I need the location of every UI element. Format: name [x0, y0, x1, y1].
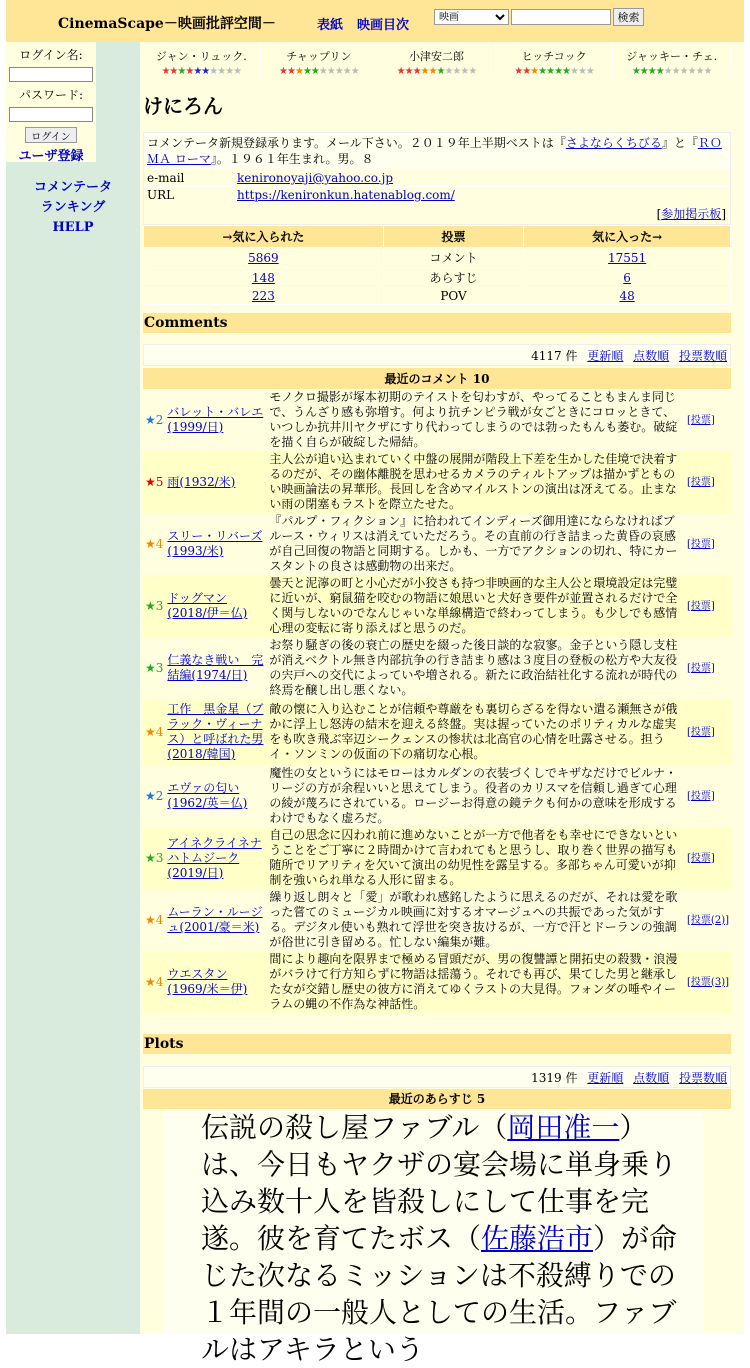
comment-movie-link[interactable]: ドッグマン(2018/伊＝仏) [167, 591, 248, 620]
comment-score: ★4 [143, 513, 165, 575]
bio-text: 』。１９６１年生まれ。男。８ [210, 152, 374, 166]
comment-vote-link[interactable]: [投票] [687, 790, 715, 802]
login-name-input[interactable] [9, 67, 93, 82]
votes-header: 気に入った→ [524, 226, 731, 248]
comment-row [143, 575, 731, 637]
comment-vote-link[interactable]: [投票] [687, 414, 715, 426]
bbs-row: [参加掲示板] [144, 203, 730, 224]
login-name-label: ログイン名: [19, 48, 83, 62]
page-title: けにろん [143, 94, 223, 118]
comment-text: 敵の懐に入り込むことが信頼や尊厳をも裏切らざるを得ない遣る瀬無さが俄かに浮上し怒涛の結末を迎える終盤。実は握っていたのポリティカルな虚実をも吹き飛ぶ宰辺シークェンスの惨状は北高官の心情を吐露させる。担うイ・ソンミンの仮面の下の痛切な心根。 [267, 699, 685, 765]
comment-row [143, 513, 731, 575]
friend-stars: ★★★★★★★★★★ [161, 66, 242, 77]
comment-vote-link[interactable]: [投票] [687, 726, 715, 738]
site-header [6, 0, 744, 42]
nav-movie-index-link[interactable]: 映画目次 [357, 18, 410, 33]
search-category-select[interactable] [434, 9, 509, 25]
side-link-ranking[interactable]: ランキング [40, 200, 106, 215]
main-content [140, 42, 744, 1366]
comment-text: お祭り騒ぎの後の衰亡の歴史を綴った後日談的な寂寥。金子という隠し支柱が消えベクトル無き内部抗争の行き詰まり感は３度目の登板の松方や大友役の宍戸への交代によっていや増される。新たに政治結社化する流れが時代の終焉を醸し出し悪くない。 [267, 637, 685, 699]
comment-score: ★4 [143, 951, 165, 1013]
comment-row [143, 951, 731, 1013]
profile-box [143, 132, 731, 225]
votes-header: 投票 [383, 226, 523, 248]
user-bio [144, 133, 730, 169]
nav-top-link[interactable]: 表紙 [317, 18, 344, 33]
password-label: パスワード: [18, 88, 84, 102]
comment-score: ★2 [143, 765, 165, 827]
comment-vote-link[interactable]: [投票] [687, 476, 715, 488]
comment-score: ★3 [143, 575, 165, 637]
comments-count: 4117 件 [531, 349, 578, 363]
email-link[interactable]: kenironoyaji@yahoo.co.jp [237, 171, 394, 185]
comment-movie-link[interactable]: 工作 黒金星（ブラック・ヴィーナス）と呼ばれた男(2018/韓国) [167, 702, 264, 761]
comment-movie-link[interactable]: 雨(1932/米) [167, 474, 236, 489]
votes-table [143, 225, 731, 305]
search-input[interactable] [511, 9, 611, 25]
comment-movie-link[interactable]: スリー・リバーズ(1993/米) [167, 529, 263, 558]
register-link[interactable]: ユーザ登録 [18, 149, 84, 164]
friend-item[interactable] [143, 44, 261, 77]
votes-label: コメント [383, 248, 523, 268]
friend-stars: ★★★★★★★★★★ [396, 66, 477, 77]
plots-section-title: Plots [143, 1034, 731, 1054]
sort-by-score-link[interactable]: 点数順 [633, 1071, 670, 1085]
comment-text: 間により趣向を限界まで極める冒頭だが、男の復讐譚と開拓史の殺戮・浪漫がバラけて行方知らずに物語は揺蕩う。それでも再び、果てした男と継承した女が交錯し歴史の彼方に消えてゆくラストの大見得。フォンダの唾やイーラムの蝿の不作為な神話性。 [267, 951, 685, 1013]
comment-vote-link[interactable]: [投票] [687, 852, 715, 864]
comment-movie-link[interactable]: ムーラン・ルージュ(2001/豪＝米) [167, 905, 263, 934]
comment-score: ★4 [143, 889, 165, 951]
friend-item[interactable] [261, 44, 379, 77]
comment-row [143, 699, 731, 765]
bio-text: 』と『 [661, 136, 698, 150]
comment-score: ★5 [143, 451, 165, 513]
comment-movie-link[interactable]: エヴァの匂い(1962/英＝仏) [167, 781, 248, 810]
plots-count: 1319 件 [531, 1071, 578, 1085]
comment-text: 自己の思念に囚われ前に進めないことが一方で他者をも幸せにできないということをご丁寧に２時間かけて言われてもと思うし、取り巻く世界の描写も随所でリアリティを欠いて演出の幼児性を露呈する。多部ちゃん可愛いが抑制を強いられ単なる人形に留まる。 [267, 827, 685, 889]
votes-given-link[interactable]: 17551 [608, 250, 647, 265]
comment-score: ★3 [143, 637, 165, 699]
friend-stars: ★★★★★★★★★★ [514, 66, 594, 77]
sort-by-score-link[interactable]: 点数順 [633, 349, 670, 363]
comment-row [143, 637, 731, 699]
comment-text: 繰り返し朗々と「愛」が歌われ感銘したように思えるのだが、それは愛を歌った嘗てのミュージカル映画に対するオマージュへの共振であった気がする。デジタル使いも熟れて浮世を突き抜けるが、一方で汗とドーランの強調が俗世に引き留める。忙しない編集が難。 [267, 889, 685, 951]
friend-name[interactable]: チャップリン [286, 50, 352, 63]
plots-table-title: 最近のあらすじ 5 [143, 1089, 731, 1109]
votes-given-link[interactable]: 48 [619, 289, 635, 303]
login-box [6, 42, 96, 162]
url-label: URL [144, 187, 234, 204]
sort-by-votes-link[interactable]: 投票数順 [678, 1071, 727, 1085]
sort-by-update-link[interactable]: 更新順 [587, 349, 624, 363]
side-nav [6, 178, 140, 238]
password-input[interactable] [9, 107, 93, 122]
search-button[interactable]: 検索 [613, 8, 644, 26]
comment-vote-link[interactable]: [投票] [687, 538, 715, 550]
comment-vote-link[interactable]: [投票] [687, 662, 715, 674]
comments-table-title: 最近のコメント 10 [143, 368, 731, 389]
votes-received-link[interactable]: 5869 [248, 250, 279, 265]
votes-label: あらすじ [383, 268, 523, 288]
bio-text: コメンテータ新規登録承ります。メール下さい。２０１９年上半期ベストは『 [147, 136, 566, 150]
friend-name[interactable]: 小津安二郎 [408, 50, 464, 63]
votes-header: →気に入られた [144, 226, 384, 248]
comment-row [143, 389, 731, 451]
comment-movie-link[interactable]: バレット・バレエ(1999/日) [167, 405, 264, 434]
comments-table [143, 368, 731, 1013]
comment-movie-link[interactable]: 仁義なき戦い 完結編(1974/日) [167, 653, 264, 682]
friend-name[interactable]: ジャン・リュック. [155, 50, 247, 63]
friend-stars: ★★★★★★★★★★ [631, 66, 712, 77]
plot-item [163, 1109, 703, 1366]
profile-table [144, 169, 730, 203]
comment-vote-link[interactable]: [投票(2)] [687, 914, 729, 926]
comment-vote-link[interactable]: [投票(3)] [687, 976, 729, 988]
friend-item[interactable] [378, 44, 496, 77]
plots-count-row [143, 1066, 731, 1088]
sort-by-votes-link[interactable]: 投票数順 [678, 349, 727, 363]
side-link-help[interactable]: HELP [52, 220, 94, 235]
comment-movie-link[interactable]: ウエスタン(1969/米＝伊) [167, 967, 248, 996]
comment-row [143, 889, 731, 951]
bio-link[interactable]: ＲＯＭＡ ローマ [147, 136, 722, 166]
bio-link[interactable]: さよならくちびる [565, 136, 662, 150]
comments-count-row [143, 344, 731, 366]
comment-movie-link[interactable]: アイネクライネナハトムジーク(2019/日) [167, 835, 262, 880]
plot-text [201, 1109, 696, 1368]
comment-text: モノクロ撮影が塚本初期のテイストを匂わすが、やってることもまんま同じで、うんざり感も弥増す。何より抗チンピラ戦が女ごときにコロッときて、いつしか抗井川ヤクザにすり代わってしまうのでは勃ったもんも萎む。破綻を描く自らが破綻した帰結。 [267, 389, 685, 451]
votes-received-link[interactable]: 148 [251, 270, 275, 285]
actor-link[interactable]: 岡田准一 [507, 1111, 620, 1144]
plot-text-part: 伝説の殺し屋ファブル（ [201, 1111, 508, 1144]
sort-by-update-link[interactable]: 更新順 [587, 1071, 624, 1085]
comment-row [143, 765, 731, 827]
friend-stars: ★★★★★★★★★★ [279, 66, 359, 77]
comments-section-title: Comments [143, 313, 731, 333]
email-label: e-mail [144, 170, 234, 187]
comment-text: 曇天と泥濘の町と小心だが小狡さも持つ非映画的な主人公と環境設定は完璧に近いが、窮鼠猫を咬むの物語に娘思いと犬好き要件が並置されるだけで全く関与しないのでなんじゃいな単線構造で終わってしまう。も少しでも感情心理の変転に寄り添えばと思うのだ。 [267, 575, 685, 637]
votes-given-link[interactable]: 6 [623, 270, 631, 285]
comment-score: ★4 [143, 699, 165, 765]
comment-score: ★3 [143, 827, 165, 889]
comment-row [143, 827, 731, 889]
votes-label: POV [383, 288, 523, 305]
plot-text-part: ）は、今日もヤクザの宴会場に単身乗り込み数十人を皆殺しにして仕事を完遂。彼を育てたボス（ [201, 1111, 678, 1255]
comment-score: ★2 [143, 389, 165, 451]
url-link[interactable]: https://kenironkun.hatenablog.com/ [237, 188, 455, 202]
site-title[interactable]: CinemaScape－映画批評空間－ [58, 16, 276, 32]
actor-link[interactable]: 佐藤浩市 [481, 1222, 594, 1255]
comment-text: 『パルプ・フィクション』に拾われてインディーズ御用達にならなければブルース・ウィリスは消えていただろう。その直前の行き詰まった黄昏の哀感が自己回復の物語と同期する。しかも、一方でアクションの切れ、特にカースタントの良さは感動物の出来だ。 [267, 513, 685, 575]
votes-received-link[interactable]: 223 [251, 289, 275, 303]
friend-item[interactable] [496, 44, 614, 77]
comment-row [143, 451, 731, 513]
side-link-commentators[interactable]: コメンテータ [33, 180, 112, 195]
comment-text: 主人公が追い込まれていく中盤の展開が階段上下差を生かした佳境で決着するのだが、その幽体離脱を思わせるカメラのティルトアップは描かずとものい映画論法の昇華形。長回しを含めマイルストンの演出は冴えてる。止まない雨の閉塞もラストを際立たせた。 [267, 451, 685, 513]
plot-text-part: ）が命じた次なるミッションは不殺縛りでの１年間の一般人としての生活。ファブルはアキラという [201, 1222, 678, 1366]
friend-name[interactable]: ヒッチコック [521, 50, 587, 63]
comment-vote-link[interactable]: [投票] [687, 600, 715, 612]
friend-item[interactable] [613, 44, 731, 77]
bbs-link[interactable]: 参加掲示板 [661, 207, 722, 221]
comment-text: 魔性の女というにはモローはカルダンの衣装づくしでキザなだけでビルナ・リージの方が余程いいと思えてしまう。役者のカリスマを信頼し過ぎて心理の綾が蔑ろにされている。ロージーお得意の鏡テクも何かの意味を形成するわけでもなく虚ろだ。 [267, 765, 685, 827]
friends-bar [143, 44, 731, 77]
login-button[interactable]: ログイン [25, 127, 77, 143]
friend-name[interactable]: ジャッキー・チェ. [626, 50, 718, 63]
